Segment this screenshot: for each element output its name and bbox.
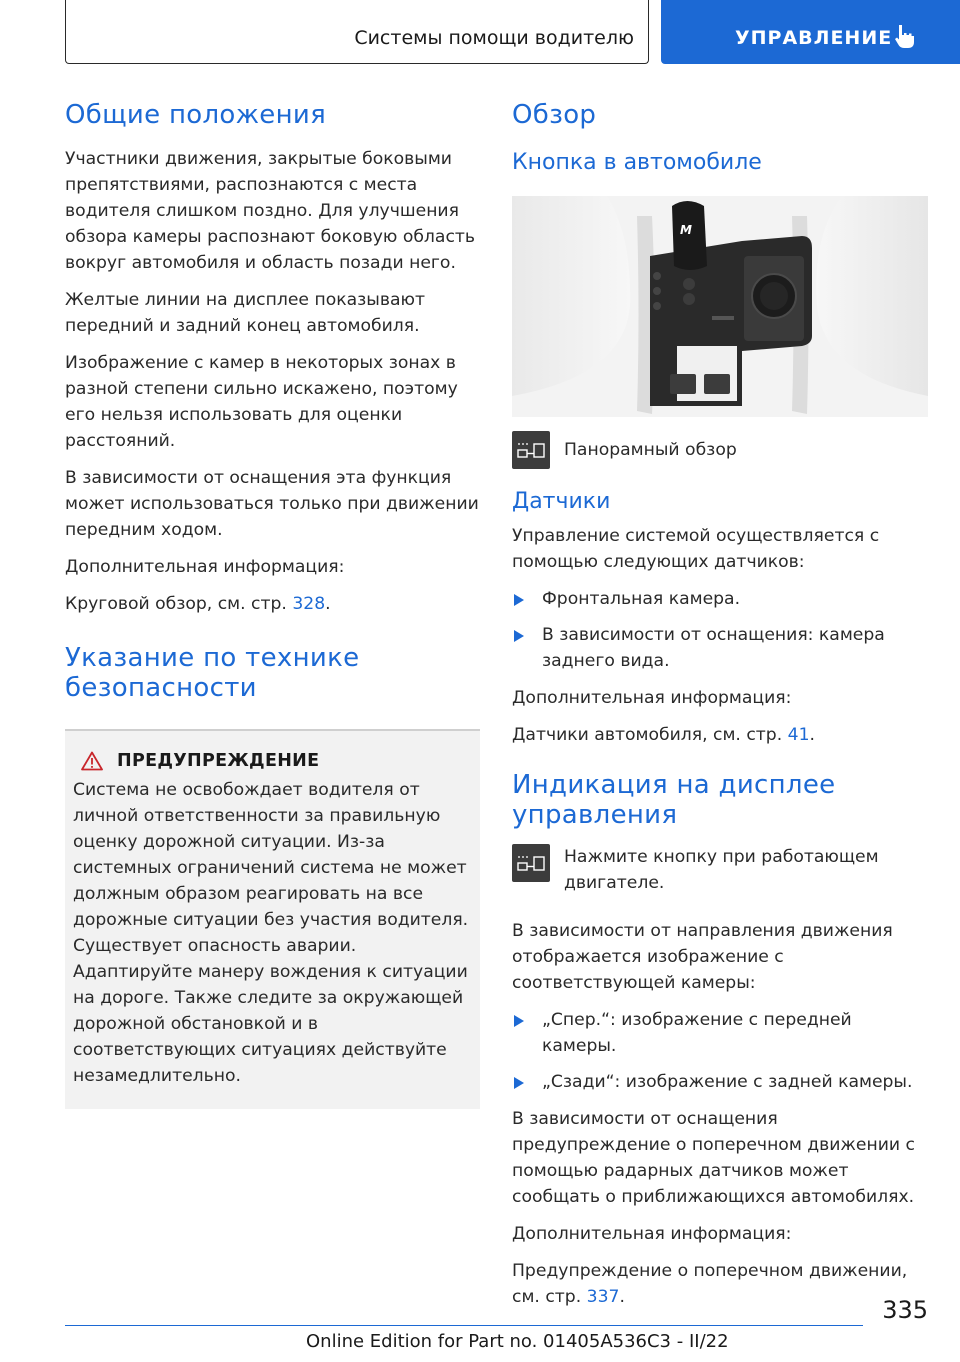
hand-pointer-icon [893, 24, 919, 50]
right-column [512, 100, 928, 1321]
list-item: В зависимости от оснащения: камера заднего вида. [512, 622, 928, 674]
list-item: „Спер.“: изображение с передней камеры. [512, 1007, 928, 1059]
camera-list [512, 1007, 928, 1095]
reference-end: . [325, 594, 331, 614]
heading-safety: Указание по технике безопасности [65, 643, 360, 703]
sensors-list [512, 586, 928, 674]
panorama-view-row [512, 431, 928, 469]
header-chapter-title: УПРАВЛЕНИЕ [735, 27, 893, 49]
paragraph: Участники движения, закрытые боковыми препятствиями, распознаются с места водителя слишком поздно. Для улучшения обзора камеры распознают боковую область вокруг автомобиля и область позади него. [65, 149, 476, 273]
cross-reference [65, 591, 480, 617]
warning-triangle-icon [81, 751, 103, 771]
paragraph: В зависимости от оснащения эта функция может использоваться только при движении передним ходом. [65, 468, 479, 540]
paragraph: Дополнительная информация: [512, 688, 792, 708]
footer-divider [65, 1325, 863, 1326]
heading-display: Индикация на дисплее управления [512, 770, 836, 830]
heading-sensors: Датчики [512, 489, 611, 514]
cross-reference: Предупреждение о поперечном движении, см. стр. 337. [512, 1261, 908, 1307]
header-section-tab [65, 0, 649, 64]
warning-header [73, 751, 472, 771]
press-button-text: Нажмите кнопку при работающем двигателе. [564, 847, 879, 893]
bullet-triangle-icon [514, 1015, 524, 1027]
paragraph: В зависимости от оснащения предупреждение о поперечном движении с помощью радарных датчиков может сообщать о приближающихся автомобилях. [512, 1109, 915, 1207]
page-link-41[interactable]: 41 [787, 725, 810, 745]
header-section-title: Системы помощи водителю [354, 27, 634, 49]
paragraph: Изображение с камер в некоторых зонах в разной степени сильно искажено, поэтому его нельзя использовать для оценки расстояний. [65, 353, 458, 451]
page-link-328[interactable]: 328 [292, 594, 326, 614]
gear-selector-m-logo: M [680, 223, 692, 237]
paragraph: Управление системой осуществляется с помощью следующих датчиков: [512, 526, 880, 572]
left-column [65, 100, 480, 1109]
paragraph: Желтые линии на дисплее показывают передний и задний конец автомобиля. [65, 290, 425, 336]
bullet-triangle-icon [514, 1077, 524, 1089]
panorama-view-button-icon [512, 431, 550, 469]
paragraph: Дополнительная информация: [512, 1224, 792, 1244]
center-console-photo [512, 196, 928, 417]
panorama-view-label: Панорамный обзор [564, 440, 737, 460]
bullet-triangle-icon [514, 594, 524, 606]
warning-text: Система не освобождает водителя от личной ответственности за правильную оценку дорожной ситуации. Из-за системных ограничений система не может должным образом реагировать на все дорожные ситуации без участия водителя. Существует опасность аварии. Адаптируйте манеру вождения к ситуации на дороге. Также следите за окружающей дорожной обстановкой и в соответствующих ситуациях действуйте незамедлительно. [73, 780, 469, 1086]
warning-title: ПРЕДУПРЕЖДЕНИЕ [117, 751, 320, 771]
heading-overview: Обзор [512, 100, 597, 130]
display-button-row [512, 844, 928, 896]
center-console-illustration [512, 196, 928, 417]
list-item: „Сзади“: изображение с задней камеры. [512, 1069, 928, 1095]
edition-note: Online Edition for Part no. 01405A536C3 - II/22 [306, 1331, 729, 1352]
page-link-337[interactable]: 337 [586, 1287, 620, 1307]
heading-general: Общие положения [65, 100, 327, 130]
paragraph: В зависимости от направления движения отображается изображение с соответствующей камеры: [512, 921, 893, 993]
header-chapter-tab [661, 0, 960, 64]
reference-text: Круговой обзор, см. стр. [65, 594, 293, 614]
cross-reference: Датчики автомобиля, см. стр. 41. [512, 725, 815, 745]
heading-button-in-car: Кнопка в автомобиле [512, 150, 762, 175]
page-number: 335 [882, 1296, 928, 1324]
panorama-view-button-icon [512, 844, 550, 882]
paragraph: Дополнительная информация: [65, 557, 345, 577]
bullet-triangle-icon [514, 630, 524, 642]
warning-box [65, 729, 480, 1109]
list-item: Фронтальная камера. [512, 586, 928, 612]
